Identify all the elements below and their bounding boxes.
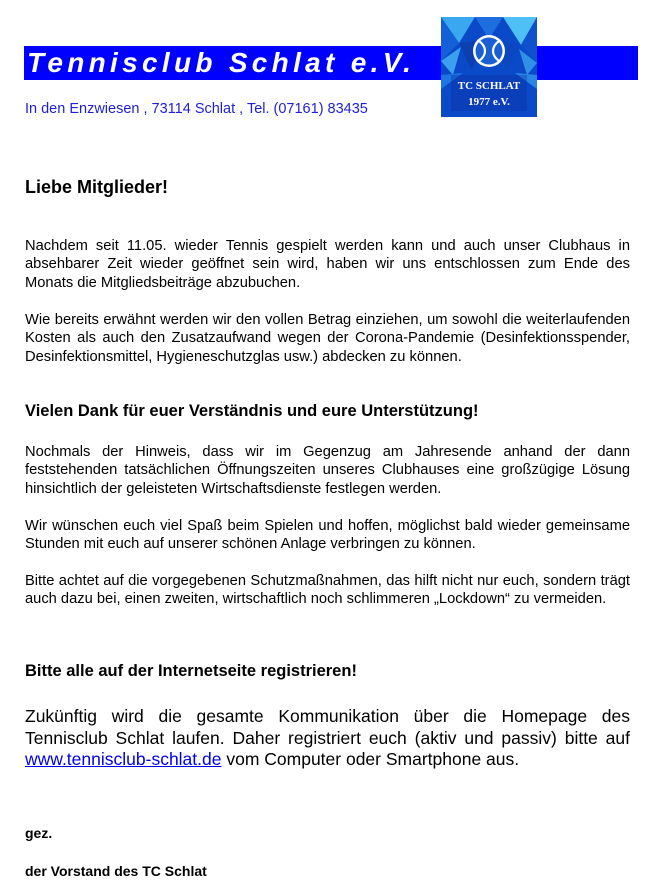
- club-logo: [441, 17, 537, 117]
- paragraph-4: Wir wünschen euch viel Spaß beim Spielen und hoffen, möglichst bald wieder gemeinsame Stunden mit euch auf unserer schönen Anlage verbringen zu können.: [25, 518, 630, 553]
- paragraph-1: Nachdem seit 11.05. wieder Tennis gespielt werden kann und auch unser Clubhaus in absehbarer Zeit wieder geöffnet sein wird, haben wir uns entschlossen zum Ende des Monats die Mitgliedsbeiträge abzubuchen.: [25, 238, 630, 291]
- logo-line1: TC SCHLAT: [457, 80, 521, 92]
- logo-line2: 1977 e.V.: [468, 96, 510, 108]
- paragraph-2: Wie bereits erwähnt werden wir den vollen Betrag einziehen, um sowohl die weiterlaufenden Kosten als auch den Zusatzaufwand wegen der Corona-Pandemie (Desinfektionsspender, Desinfektionsmittel, Hygieneschutzglas usw.) abdecken zu können.: [25, 312, 630, 365]
- club-address: In den Enzwiesen , 73114 Schlat , Tel. (07161) 83435: [25, 101, 368, 117]
- paragraph-6: [25, 706, 630, 771]
- tennis-ball-logo-icon: [441, 17, 537, 117]
- club-name: Tennisclub Schlat e.V.: [27, 47, 416, 78]
- paragraph-5: Bitte achtet auf die vorgegebenen Schutzmaßnahmen, das hilft nicht nur euch, sondern trägt auch dazu bei, einen zweiten, wirtschaftlich noch schlimmeren „Lockdown“ zu vermeiden.: [25, 573, 630, 608]
- website-link[interactable]: www.tennisclub-schlat.de: [25, 749, 222, 769]
- greeting-heading: Liebe Mitglieder!: [25, 177, 169, 197]
- register-heading: Bitte alle auf der Internetseite registrieren!: [25, 662, 357, 680]
- signature-prefix: gez.: [25, 825, 53, 841]
- paragraph-6-before: Zukünftig wird die gesamte Kommunikation über die Homepage des Tennisclub Schlat laufen. Daher registriert euch (aktiv und passiv) bitte auf: [25, 706, 630, 748]
- thanks-heading: Vielen Dank für euer Verständnis und eure Unterstützung!: [25, 402, 479, 420]
- paragraph-3: Nochmals der Hinweis, dass wir im Gegenzug am Jahresende anhand der dann feststehenden tatsächlichen Öffnungszeiten unseres Clubhauses eine großzügige Lösung hinsichtlich der geleisteten Wirtschaftsdienste festlegen werden.: [25, 444, 630, 497]
- signature: der Vorstand des TC Schlat: [25, 863, 207, 879]
- paragraph-6-after: vom Computer oder Smartphone aus.: [221, 749, 520, 769]
